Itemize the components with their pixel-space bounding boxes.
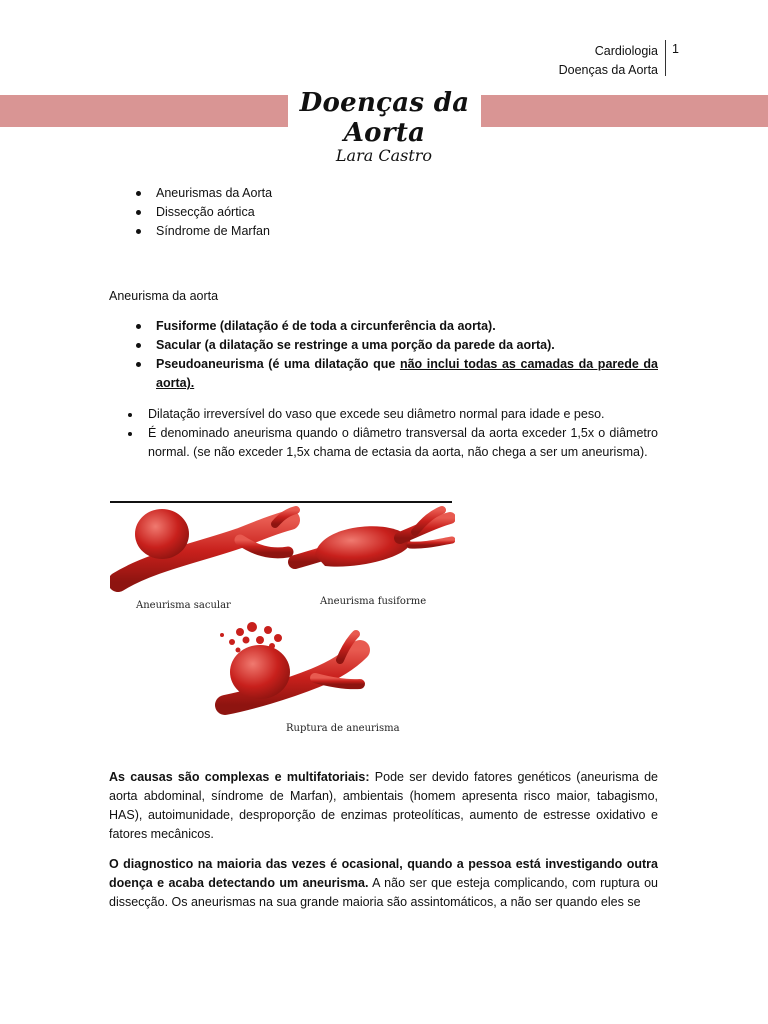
header-subject: Cardiologia [594,44,658,58]
author-name: Lara Castro [335,146,433,165]
aneurysm-figure [110,500,455,745]
fusiform-aneurysm-drawing [295,510,452,567]
figure-label-sacular: Aneurisma sacular [136,600,231,611]
topic-item: Síndrome de Marfan [136,222,536,241]
page-number: 1 [672,42,679,56]
topics-list [136,184,536,241]
header-divider [665,40,666,76]
paragraph-diagnosis [109,855,658,912]
figure-label-fusiforme: Aneurisma fusiforme [320,596,427,607]
type-pseudo-text: Pseudoaneurisma (é uma dilatação que [156,357,400,371]
causes-body: Pode ser devido fatores genéticos (aneurisma de aorta abdominal, síndrome de Marfan), ambientais (homem apresenta risco maior, tabagismo, HAS), autoimunidade, desproporção de enzimas proteolíticas, aumento de estresse oxidativo e fatores mecânicos. [109,770,658,841]
title-band-right [481,95,768,127]
causes-lead: As causas são complexas e multifatoriais: [109,770,370,784]
document-title: Doenças da Aorta [299,88,470,148]
type-item-sacular: Sacular (a dilatação se restringe a uma porção da parede da aorta). [136,336,658,355]
sacular-aneurysm-drawing [118,509,296,582]
diagnosis-body: A não ser que esteja complicando, com ruptura ou dissecção. Os aneurismas na sua grande maioria são assintomáticos, a não ser quando eles se [109,876,659,909]
type-pseudo-underlined: não inclui todas as camadas da parede da aorta). [156,357,658,390]
topic-item: Aneurismas da Aorta [136,184,536,203]
facts-list [128,405,658,462]
aneurysm-types-list [136,317,658,393]
ruptured-aneurysm-drawing [220,622,360,705]
aneurysm-illustration [110,500,455,745]
fact-item: É denominado aneurisma quando o diâmetro transversal da aorta exceder 1,5x o diâmetro normal. (se não exceder 1,5x chama de ectasia da aorta, não chega a ser um aneurisma). [128,424,658,462]
title-band-left [0,95,288,127]
figure-label-ruptura: Ruptura de aneurisma [286,723,400,734]
running-header [559,42,658,80]
section-title: Aneurisma da aorta [109,289,219,303]
type-item-pseudoaneurisma [136,355,658,393]
diagnosis-lead: O diagnostico na maioria das vezes é ocasional, quando a pessoa está investigando outra doença e acaba detectando um aneurisma. [109,857,658,890]
paragraph-causes [109,768,658,844]
fact-item: Dilatação irreversível do vaso que excede seu diâmetro normal para idade e peso. [128,405,658,424]
header-topic: Doenças da Aorta [558,63,658,77]
type-item-fusiforme: Fusiforme (dilatação é de toda a circunferência da aorta). [136,317,658,336]
topic-item: Dissecção aórtica [136,203,536,222]
